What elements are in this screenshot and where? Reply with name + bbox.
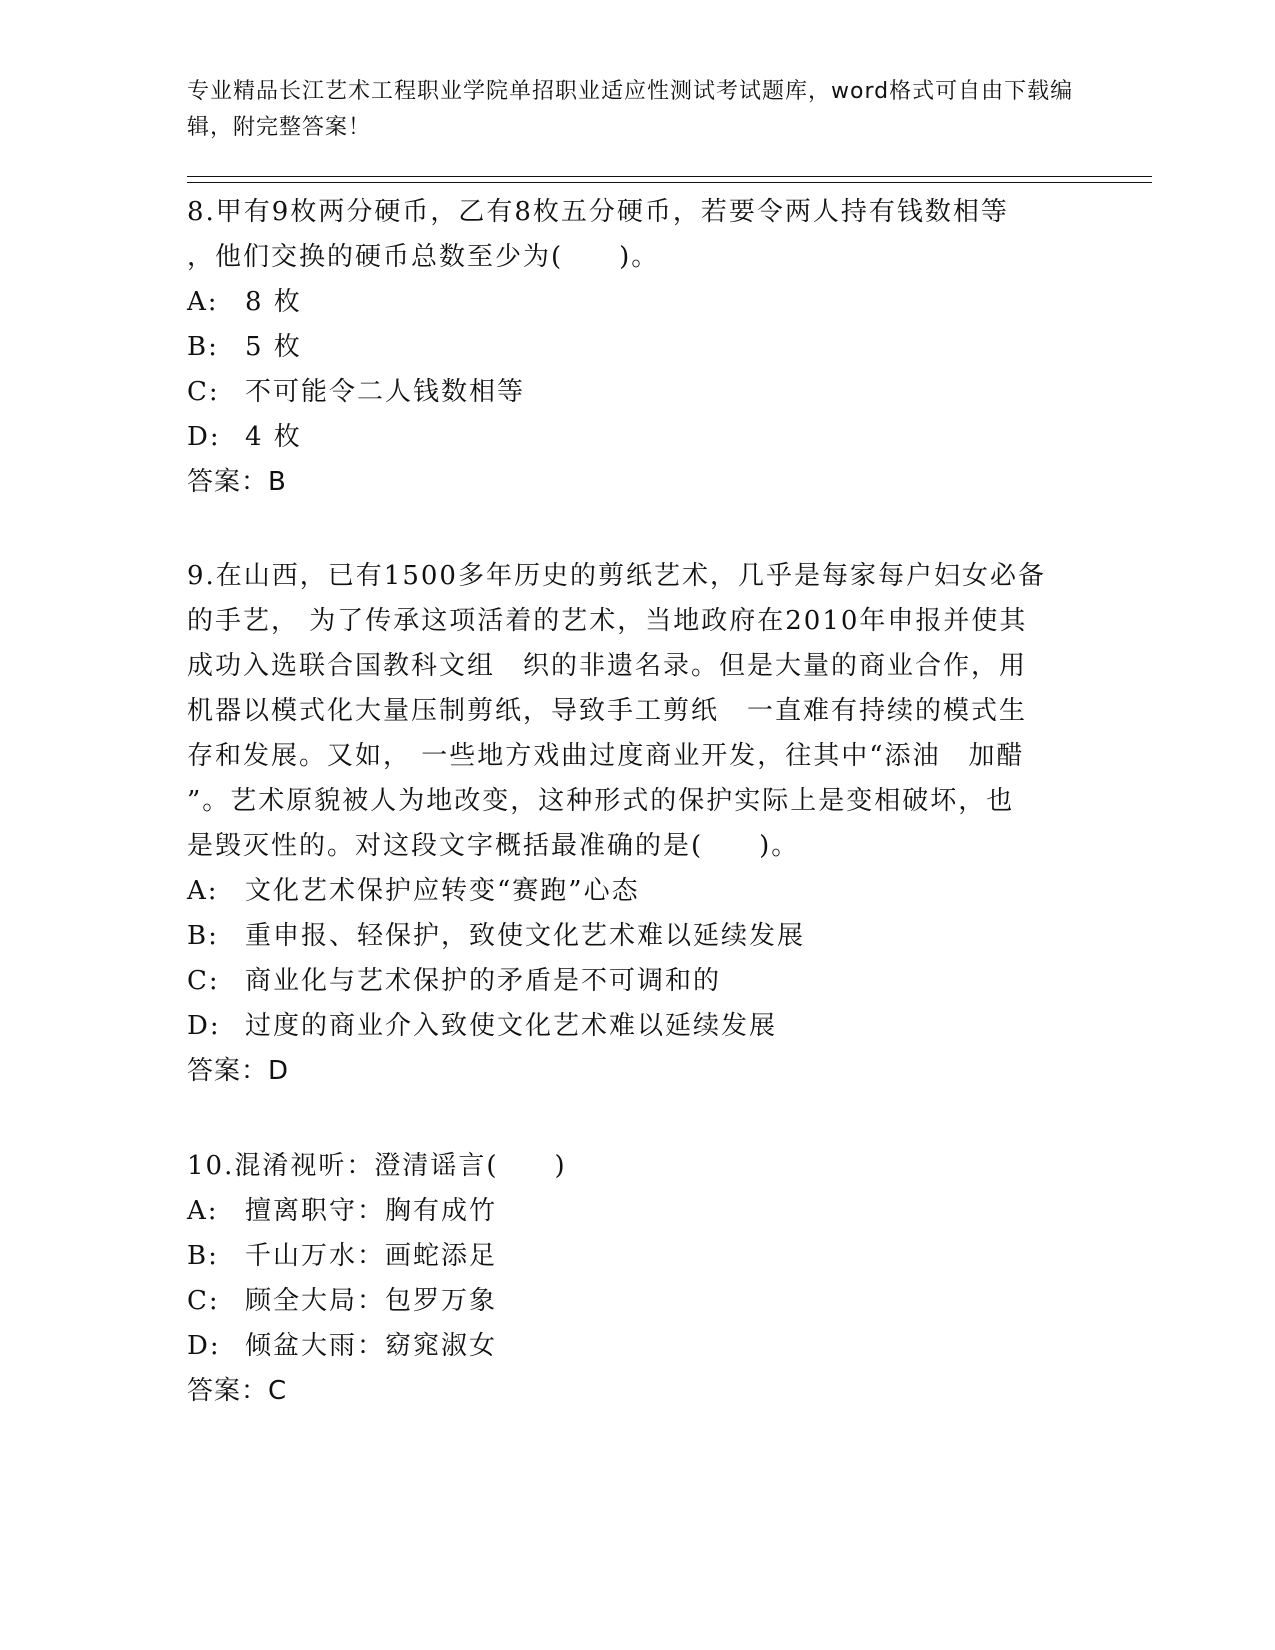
option-c <box>187 1279 1067 1324</box>
answer-line: 答案：B <box>187 467 287 497</box>
document-header: 专业精品长江艺术工程职业学院单招职业适应性测试考试题库，word格式可自由下载编辑，附完整答案！ <box>187 79 1074 140</box>
option-text: 千山万水：画蛇添足 <box>245 1241 498 1271</box>
stem-line: 存和发展。又如， 一些地方戏曲过度商业开发，往其中“添油 加醋 <box>187 741 1025 771</box>
header-rule-thin-2 <box>187 182 1152 183</box>
option-letter: B: <box>187 1241 219 1271</box>
question-stem <box>187 190 1067 280</box>
stem-line: 的手艺， 为了传承这项活着的艺术，当地政府在2010年申报并使其 <box>187 606 1028 636</box>
option-a <box>187 869 1067 914</box>
option-text: 过度的商业介入致使文化艺术难以延续发展 <box>245 1011 778 1041</box>
stem-line: 10.混淆视听：澄清谣言( ) <box>187 1151 567 1181</box>
option-d <box>187 1324 1067 1369</box>
question-stem <box>187 554 1067 869</box>
option-d <box>187 1004 1067 1049</box>
stem-line: 8.甲有9枚两分硬币，乙有8枚五分硬币，若要令两人持有钱数相等 <box>187 197 1009 227</box>
option-letter: A: <box>187 876 219 906</box>
answer-line: 答案：D <box>187 1056 290 1086</box>
option-text: 不可能令二人钱数相等 <box>245 377 526 407</box>
stem-line: ”。艺术原貌被人为地改变，这种形式的保护实际上是变相破坏，也 <box>187 786 1015 816</box>
option-text: 5 枚 <box>245 332 302 362</box>
option-c <box>187 370 1067 415</box>
option-text: 顾全大局：包罗万象 <box>245 1286 498 1316</box>
option-letter: C: <box>187 377 220 407</box>
option-b <box>187 914 1067 959</box>
option-text: 文化艺术保护应转变“赛跑”心态 <box>245 876 640 906</box>
option-letter: D: <box>187 1011 221 1041</box>
option-text: 重申报、轻保护，致使文化艺术难以延续发展 <box>245 921 806 951</box>
option-b <box>187 325 1067 370</box>
stem-line: ，他们交换的硬币总数至少为( )。 <box>187 242 660 272</box>
option-a <box>187 1189 1067 1234</box>
question-8 <box>187 190 1067 505</box>
option-c <box>187 959 1067 1004</box>
option-letter: D: <box>187 1331 221 1361</box>
question-9 <box>187 554 1067 1094</box>
option-letter: B: <box>187 921 219 951</box>
answer-line: 答案：C <box>187 1376 288 1406</box>
option-b <box>187 1234 1067 1279</box>
option-letter: B: <box>187 332 219 362</box>
stem-line: 9.在山西，已有1500多年历史的剪纸艺术，几乎是每家每户妇女必备 <box>187 561 1046 591</box>
option-text: 商业化与艺术保护的矛盾是不可调和的 <box>245 966 722 996</box>
question-stem <box>187 1144 1067 1189</box>
option-letter: C: <box>187 1286 220 1316</box>
option-d <box>187 415 1067 460</box>
stem-line: 是毁灭性的。对这段文字概括最准确的是( )。 <box>187 831 800 861</box>
option-letter: C: <box>187 966 220 996</box>
option-letter: A: <box>187 287 219 317</box>
stem-line: 机器以模式化大量压制剪纸，导致手工剪纸 一直难有持续的模式生 <box>187 696 1028 726</box>
header-rule-thin <box>187 176 1152 177</box>
option-letter: A: <box>187 1196 219 1226</box>
option-letter: D: <box>187 422 221 452</box>
option-text: 8 枚 <box>245 287 302 317</box>
option-a <box>187 280 1067 325</box>
option-text: 4 枚 <box>245 422 302 452</box>
option-text: 倾盆大雨：窈窕淑女 <box>245 1331 498 1361</box>
stem-line: 成功入选联合国教科文组 织的非遗名录。但是大量的商业合作，用 <box>187 651 1028 681</box>
option-text: 擅离职守：胸有成竹 <box>245 1196 498 1226</box>
question-10 <box>187 1144 1067 1414</box>
